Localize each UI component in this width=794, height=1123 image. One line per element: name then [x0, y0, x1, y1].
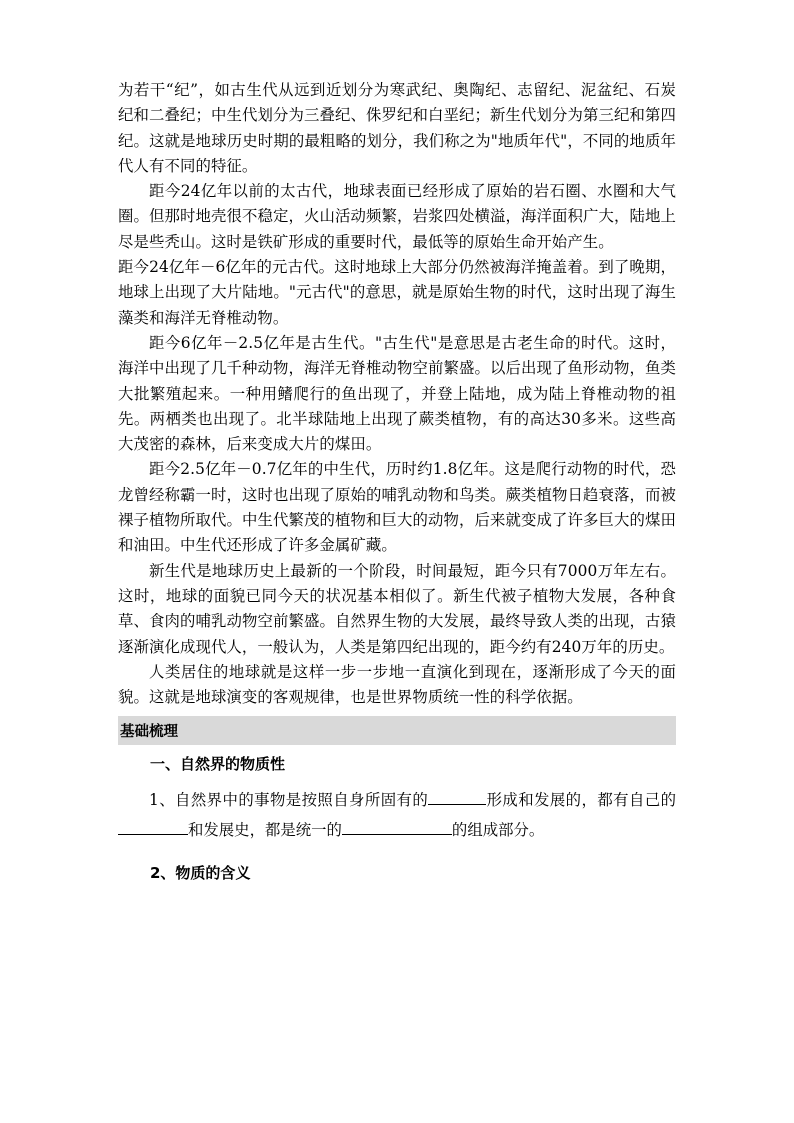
question-1-text-d: 的组成部分。: [451, 821, 545, 840]
paragraph-cenozoic: 新生代是地球历史上最新的一个阶段，时间最短，距今只有7000万年左右。这时，地球的面貌已同今天的状况基本相似了。新生代被子植物大发展，各种食草、食肉的哺乳动物空前繁盛。自然界生物的大发展，最终导致人类的出现，古猿逐渐演化成现代人，一般认为，人类是第四纪出现的，距今约有240万年的历史。: [118, 561, 676, 656]
paragraph-mesozoic: 距今2.5亿年－0.7亿年的中生代，历时约1.8亿年。这是爬行动物的时代，恐龙曾经称霸一时，这时也出现了原始的哺乳动物和鸟类。蕨类植物日趋衰落，而被裸子植物所取代。中生代繁茂的植物和巨大的动物，后来就变成了许多巨大的煤田和油田。中生代还形成了许多金属矿藏。: [118, 460, 676, 555]
fill-blank-3[interactable]: [342, 818, 452, 835]
paragraph-conclusion: 人类居住的地球就是这样一步一步地一直演化到现在，逐渐形成了今天的面貌。这就是地球演变的客观规律，也是世界物质统一性的科学依据。: [118, 662, 676, 707]
section-header-bar: [118, 716, 676, 745]
document-page: [118, 78, 676, 886]
question-1-text-b: 形成和发展的，都有自己的: [486, 791, 676, 810]
question-1-text-a: 1、自然界中的事物是按照自身所固有的: [149, 791, 429, 810]
paragraph-proterozoic: 距今24亿年－6亿年的元古代。这时地球上大部分仍然被海洋掩盖着。到了晚期，地球上出现了大片陆地。"元古代"的意思，就是原始生物的时代，这时出现了海生藻类和海洋无脊椎动物。: [118, 258, 676, 327]
paragraph-archean: 距今24亿年以前的太古代，地球表面已经形成了原始的岩石圈、水圈和大气圈。但那时地壳很不稳定，火山活动频繁，岩浆四处横溢，海洋面积广大，陆地上尽是些秃山。这时是铁矿形成的重要时代，最低等的原始生命开始产生。: [118, 182, 676, 251]
fill-blank-2[interactable]: [118, 818, 188, 835]
section-title: 基础梳理: [120, 724, 178, 741]
question-1: [118, 785, 676, 845]
subheading-matter-meaning: 2、物质的含义: [150, 863, 251, 882]
subheading-nature-materiality: 一、自然界的物质性: [150, 755, 286, 774]
paragraph-geologic-periods: 为若干“纪”，如古生代从远到近划分为寒武纪、奥陶纪、志留纪、泥盆纪、石炭纪和二叠纪；中生代划分为三叠纪、侏罗纪和白垩纪；新生代划分为第三纪和第四纪。这就是地球历史时期的最粗略的划分，我们称之为"地质年代"，不同的地质年代人有不同的特征。: [118, 81, 676, 175]
fill-blank-1[interactable]: [428, 788, 486, 805]
paragraph-paleozoic: 距今6亿年－2.5亿年是古生代。"古生代"是意思是古老生命的时代。这时，海洋中出现了几千种动物，海洋无脊椎动物空前繁盛。以后出现了鱼形动物，鱼类大批繁殖起来。一种用鳍爬行的鱼出现了，并登上陆地，成为陆上脊椎动物的祖先。两栖类也出现了。北半球陆地上出现了蕨类植物，有的高达30多米。这些高大茂密的森林，后来变成大片的煤田。: [118, 333, 676, 454]
question-1-text-c: 和发展史，都是统一的: [188, 821, 342, 840]
